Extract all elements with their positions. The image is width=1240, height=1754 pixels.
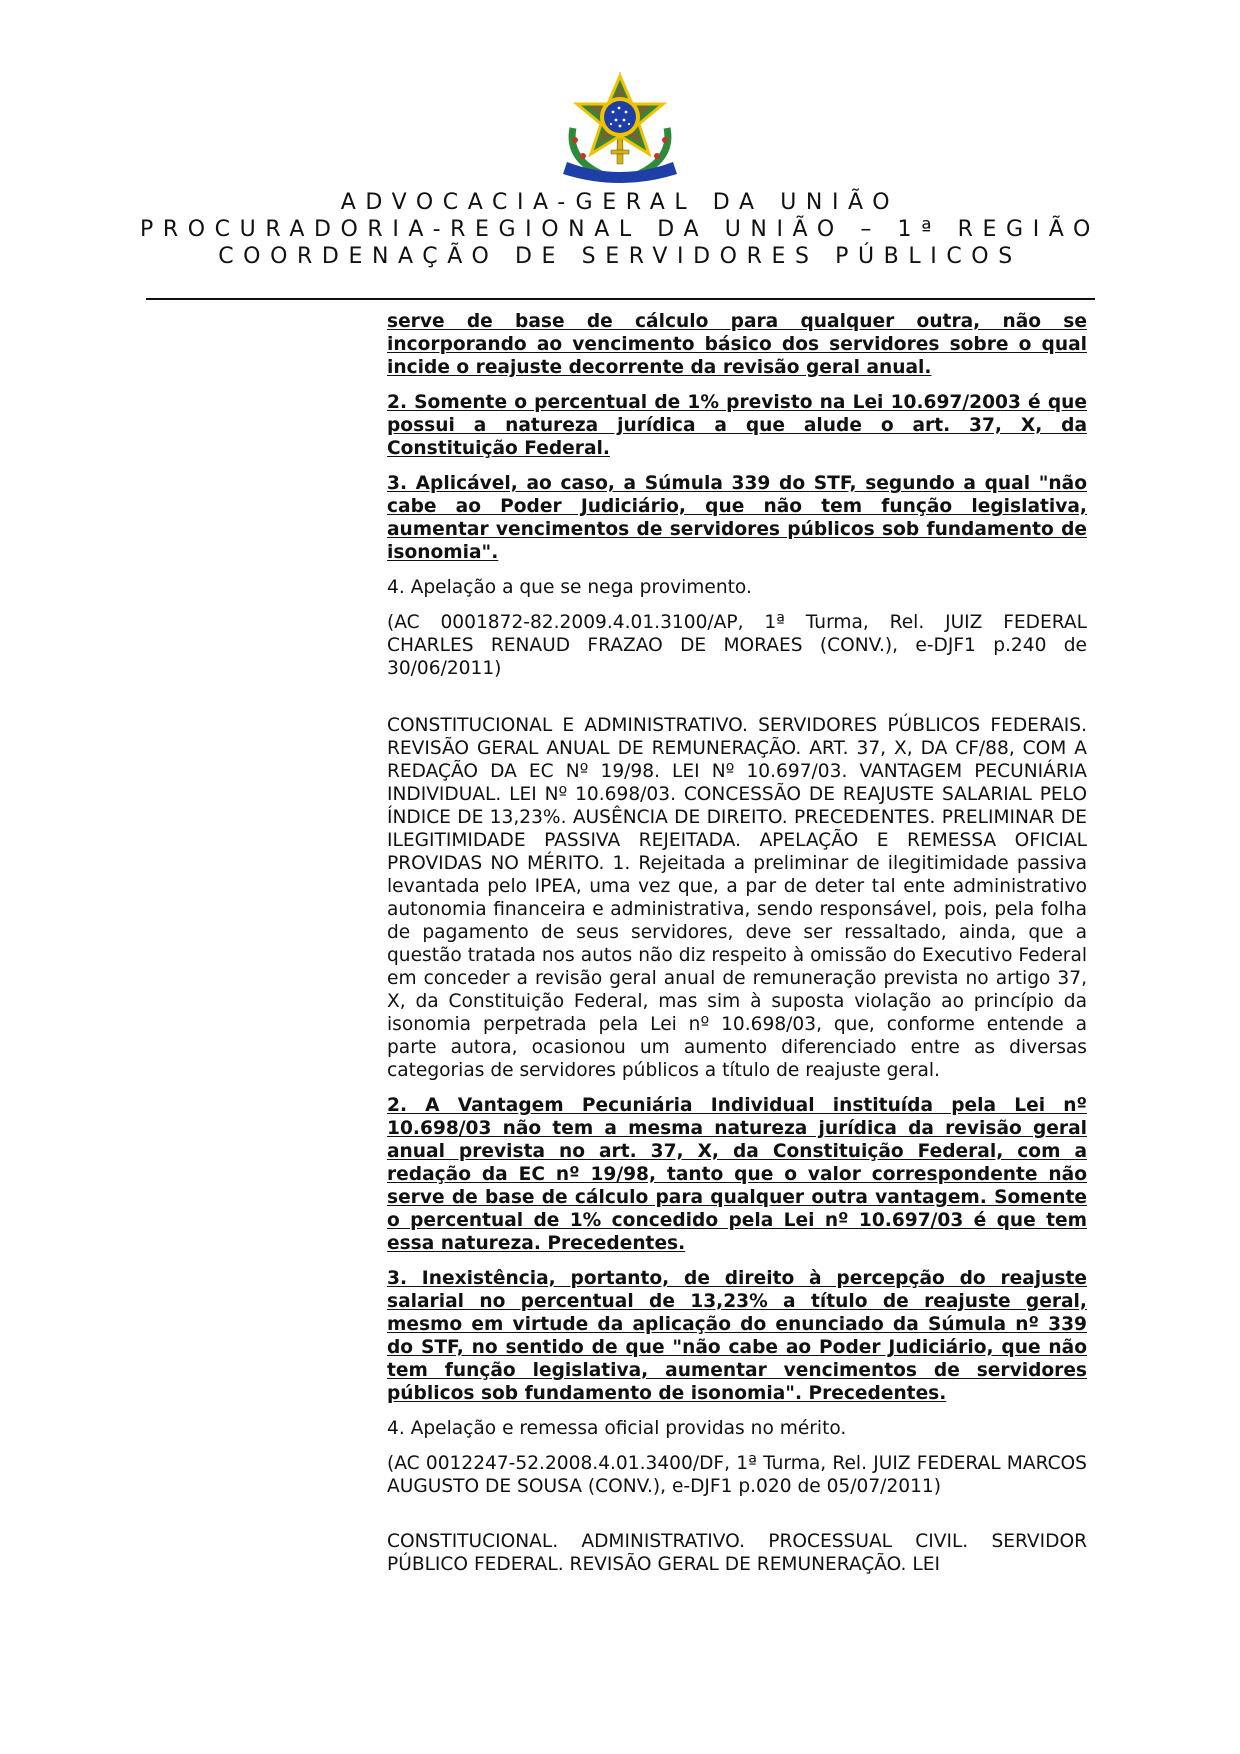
header-line-2: PROCURADORIA-REGIONAL DA UNIÃO – 1ª REGIÃO xyxy=(140,217,1100,242)
paragraph-8: CONSTITUCIONAL. ADMINISTRATIVO. PROCESSUAL CIVIL. SERVIDOR PÚBLICO FEDERAL. REVISÃO GERAL DE REMUNERAÇÃO. LEI xyxy=(387,1531,1087,1575)
paragraph-4: 4. Apelação a que se nega provimento. xyxy=(387,577,752,598)
header-line-3: COORDENAÇÃO DE SERVIDORES PÚBLICOS xyxy=(218,244,1022,269)
citation-2: (AC 0012247-52.2008.4.01.3400/DF, 1ª Turma, Rel. JUIZ FEDERAL MARCOS AUGUSTO DE SOUSA (CONV.), e-DJF1 p.020 de 05/07/2011) xyxy=(387,1453,1087,1497)
document-body xyxy=(387,310,1087,1588)
paragraph-2: 2. Somente o percentual de 1% previsto na Lei 10.697/2003 é que possui a natureza jurídica a que alude o art. 37, X, da Constituição Federal. xyxy=(387,392,1087,459)
paragraph-7: 4. Apelação e remessa oficial providas no mérito. xyxy=(387,1418,847,1439)
ementa-paragraph: CONSTITUCIONAL E ADMINISTRATIVO. SERVIDORES PÚBLICOS FEDERAIS. REVISÃO GERAL ANUAL DE REMUNERAÇÃO. ART. 37, X, DA CF/88, COM A REDAÇÃO DA EC Nº 19/98. LEI Nº 10.697/03. VANTAGEM PECUNIÁRIA INDIVIDUAL. LEI Nº 10.698/03. CONCESSÃO DE REAJUSTE SALARIAL PELO ÍNDICE DE 13,23%. AUSÊNCIA DE DIREITO. PRECEDENTES. PRELIMINAR DE ILEGITIMIDADE PASSIVA REJEITADA. APELAÇÃO E REMESSA OFICIAL PROVIDAS NO MÉRITO. 1. Rejeitada a preliminar de ilegitimidade passiva levantada pelo IPEA, uma vez que, a par de deter tal ente administrativo autonomia financeira e administrativa, sendo responsável, pois, pela folha de pagamento de seus servidores, deve ser ressaltado, ainda, que a questão tratada nos autos não diz respeito à omissão do Executivo Federal em conceder a revisão geral anual de remuneração prevista no artigo 37, X, da Constituição Federal, mas sim à suposta violação ao princípio da isonomia perpetrada pela Lei nº 10.698/03, que, conforme entende a parte autora, ocasionou um aumento diferenciado entre as diversas categorias de servidores públicos a título de reajuste geral. xyxy=(387,715,1087,1081)
paragraph-3: 3. Aplicável, ao caso, a Súmula 339 do STF, segundo a qual "não cabe ao Poder Judiciário, que não tem função legislativa, aumentar vencimentos de servidores públicos sob fundamento de isonomia". xyxy=(387,473,1087,563)
brazil-coat-of-arms-icon xyxy=(553,70,687,186)
header-rule xyxy=(146,298,1095,300)
citation-1: (AC 0001872-82.2009.4.01.3100/AP, 1ª Turma, Rel. JUIZ FEDERAL CHARLES RENAUD FRAZAO DE MORAES (CONV.), e-DJF1 p.240 de 30/06/2011) xyxy=(387,612,1087,679)
paragraph-6: 3. Inexistência, portanto, de direito à percepção do reajuste salarial no percentual de 13,23% a título de reajuste geral, mesmo em virtude da aplicação do enunciado da Súmula nº 339 do STF, no sentido de que "não cabe ao Poder Judiciário, que não tem função legislativa, aumentar vencimentos de servidores públicos sob fundamento de isonomia". Precedentes. xyxy=(387,1268,1087,1404)
paragraph-5: 2. A Vantagem Pecuniária Individual instituída pela Lei nº 10.698/03 não tem a mesma natureza jurídica da revisão geral anual prevista no art. 37, X, da Constituição Federal, com a redação da EC nº 19/98, tanto que o valor correspondente não serve de base de cálculo para qualquer outra vantagem. Somente o percentual de 1% concedido pela Lei nº 10.697/03 é que tem essa natureza. Precedentes. xyxy=(387,1095,1087,1254)
header-line-1: ADVOCACIA-GERAL DA UNIÃO xyxy=(340,190,900,215)
paragraph-1: serve de base de cálculo para qualquer outra, não se incorporando ao vencimento básico dos servidores sobre o qual incide o reajuste decorrente da revisão geral anual. xyxy=(387,311,1087,378)
